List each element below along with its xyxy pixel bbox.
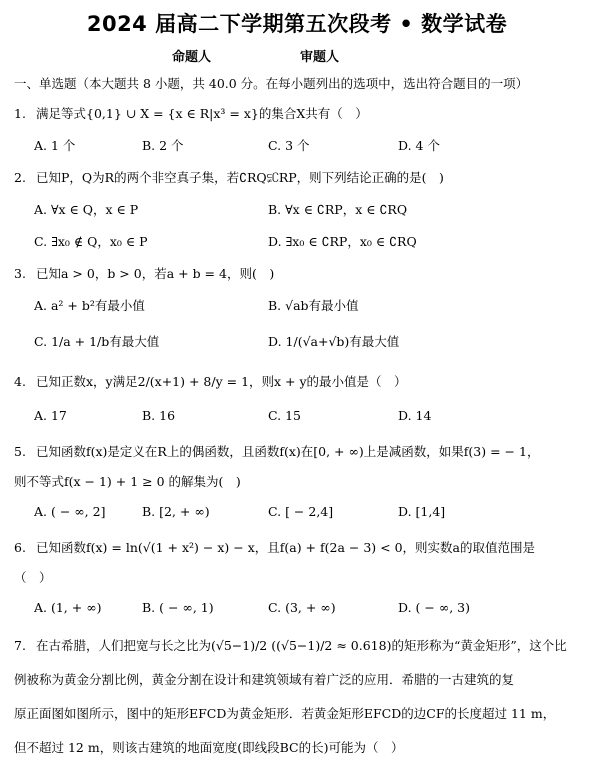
question-number: 4.: [14, 374, 26, 389]
option-c: C. 3 个: [268, 138, 310, 153]
option-d: D. 4 个: [398, 138, 440, 153]
option-a: A. ( − ∞, 2]: [34, 504, 106, 519]
question-text: 已知函数f(x) = ln(√(1 + x²) − x) − x，且f(a) + f(2a − 3) < 0，则实数a的取值范围是: [36, 540, 535, 555]
option-b: B. √ab有最小值: [268, 298, 359, 313]
question-5: [14, 442, 539, 460]
option-a: A. 17: [34, 408, 67, 423]
option-c: C. [ − 2,4]: [268, 504, 334, 519]
exam-title: 2024 届高二下学期第五次段考 • 数学试卷: [86, 12, 508, 36]
option-b: B. [2, + ∞): [142, 504, 210, 519]
question-2: [14, 168, 444, 186]
question-5-line-2: 则不等式f(x − 1) + 1 ≥ 0 的解集为( ): [14, 474, 241, 489]
setter-label: 命题人: [172, 50, 212, 65]
option-a: A. ∀x ∈ Q，x ∈ P: [34, 202, 139, 217]
option-c: C. (3, + ∞): [268, 600, 336, 615]
option-a: A. a² + b²有最小值: [34, 298, 145, 313]
question-number: 2.: [14, 170, 26, 185]
question-text: 已知正数x，y满足2/(x+1) + 8/y = 1，则x + y的最小值是（ ）: [36, 374, 407, 389]
reviewer-label: 审题人: [300, 50, 340, 65]
question-number: 5.: [14, 444, 26, 459]
question-7-line-3: 原正面图如图所示，图中的矩形EFCD为黄金矩形．若黄金矩形EFCD的边CF的长度超过 11 m，: [14, 706, 556, 721]
option-c: C. ∃x₀ ∉ Q，x₀ ∈ P: [34, 234, 148, 249]
option-d: D. ∃x₀ ∈ ∁RP，x₀ ∈ ∁RQ: [268, 234, 417, 249]
question-number: 7.: [14, 638, 26, 653]
question-7-line-4: 但不超过 12 m，则该古建筑的地面宽度(即线段BC的长)可能为（ ）: [14, 740, 404, 755]
option-a: A. 1 个: [34, 138, 76, 153]
question-1: [14, 104, 368, 122]
question-number: 3.: [14, 266, 26, 281]
option-d: D. [1,4]: [398, 504, 446, 519]
option-d: D. ( − ∞, 3): [398, 600, 471, 615]
question-4: [14, 372, 407, 390]
option-b: B. ( − ∞, 1): [142, 600, 214, 615]
section-heading: 一、单选题（本大题共 8 小题，共 40.0 分。在每小题列出的选项中，选出符合题目的一项）: [14, 76, 529, 91]
question-text: 已知P，Q为R的两个非空真子集，若∁RQ⫋∁RP，则下列结论正确的是( ): [36, 170, 444, 185]
option-d: D. 14: [398, 408, 432, 423]
question-7: [14, 636, 567, 654]
question-6: [14, 538, 535, 556]
question-text: 已知函数f(x)是定义在R上的偶函数，且函数f(x)在[0, + ∞)上是减函数，如果f(3) = − 1，: [36, 444, 540, 459]
question-7-line-2: 例被称为黄金分割比例，黄金分割在设计和建筑领域有着广泛的应用．希腊的一古建筑的复: [14, 672, 515, 687]
option-c: C. 1/a + 1/b有最大值: [34, 334, 160, 349]
option-c: C. 15: [268, 408, 301, 423]
question-6-line-2: （ ）: [14, 570, 52, 585]
question-number: 1.: [14, 106, 26, 121]
option-b: B. ∀x ∈ ∁RP，x ∈ ∁RQ: [268, 202, 408, 217]
option-b: B. 16: [142, 408, 176, 423]
question-text: 满足等式{0,1} ∪ X = {x ∈ R|x³ = x}的集合X共有（ ）: [36, 106, 368, 121]
question-text: 在古希腊，人们把宽与长之比为(√5−1)/2 ((√5−1)/2 ≈ 0.618)的矩形称为“黄金矩形”，这个比: [36, 638, 567, 653]
question-number: 6.: [14, 540, 26, 555]
option-a: A. (1, + ∞): [34, 600, 102, 615]
question-3: [14, 264, 274, 282]
question-text: 已知a > 0，b > 0，若a + b = 4，则( ): [36, 266, 275, 281]
option-b: B. 2 个: [142, 138, 184, 153]
option-d: D. 1/(√a+√b)有最大值: [268, 334, 400, 349]
